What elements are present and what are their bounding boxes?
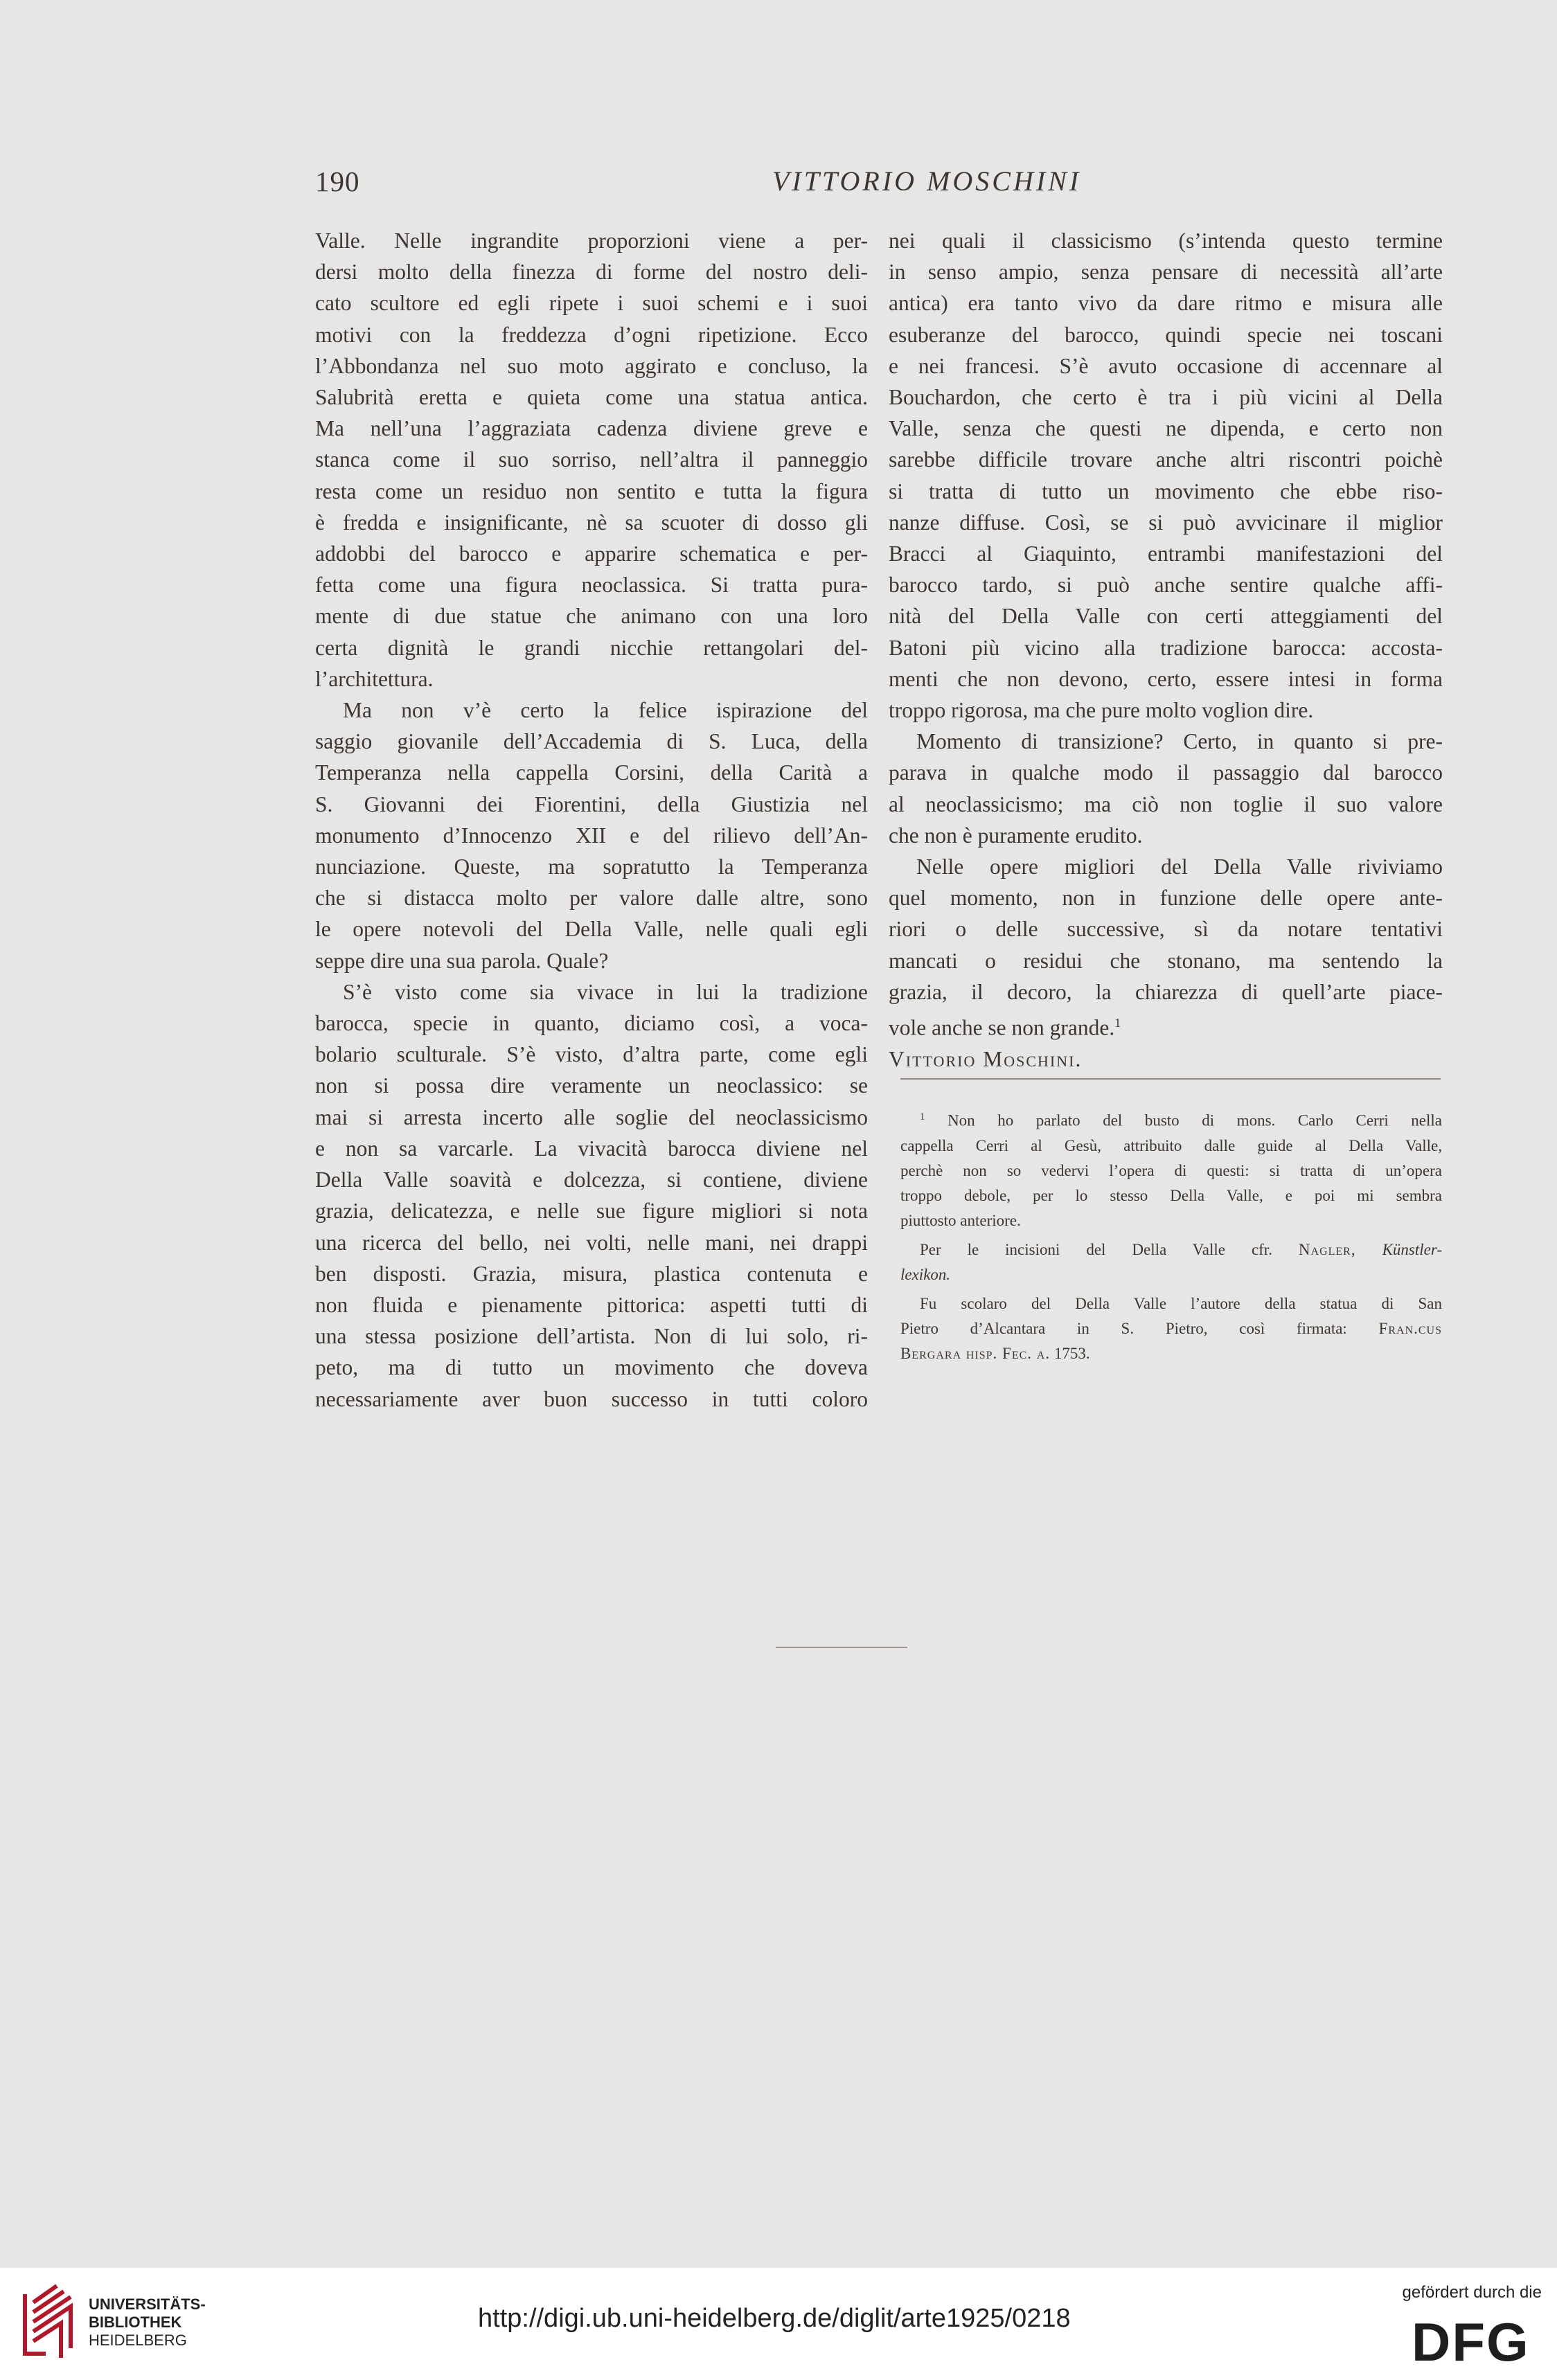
text-line: e non sa varcarle. La vivacità barocca diviene nel <box>315 1136 868 1161</box>
text-line: l’Abbondanza nel suo moto aggirato e concluso, la <box>315 353 868 378</box>
text-line: si tratta di tutto un movimento che ebbe riso- <box>889 478 1443 503</box>
text-line: mente di due statue che animano con una loro <box>315 604 868 629</box>
library-name-line: HEIDELBERG <box>89 2332 187 2349</box>
text-line: mai si arresta incerto alle soglie del neoclassicismo <box>315 1104 868 1129</box>
text-line: che si distacca molto per valore dalle altre, sono <box>315 886 868 911</box>
text-line: non fluida e pienamente pittorica: aspetti tutti di <box>315 1292 868 1317</box>
text-line: antica) era tanto vivo da dare ritmo e misura alle <box>889 291 1443 316</box>
footnote-ref: 1 <box>1114 1016 1121 1030</box>
footnotes <box>900 1104 1442 1366</box>
text-line: Valle. Nelle ingrandite proporzioni viene a per- <box>315 229 868 253</box>
text-line: e nei francesi. S’è avuto occasione di accennare al <box>889 353 1443 378</box>
library-name-line: UNIVERSITÄTS- <box>89 2296 206 2313</box>
text-line: mancati o residui che stonano, ma sentendo la <box>889 948 1443 973</box>
text-line-end: vole anche se non grande. <box>889 1015 1115 1040</box>
text-line: peto, ma di tutto un movimento che doveva <box>315 1355 868 1380</box>
text-line: Valle, senza che questi ne dipenda, e certo non <box>889 416 1443 441</box>
text-line: in senso ampio, senza pensare di necessità all’arte <box>889 260 1443 285</box>
permalink-url[interactable]: http://digi.ub.uni-heidelberg.de/diglit/arte1925/0218 <box>478 2304 1071 2333</box>
text-line: le opere notevoli del Della Valle, nelle quali egli <box>315 917 868 942</box>
footnote-line <box>900 1104 1442 1134</box>
text-line: Nelle opere migliori del Della Valle riviviamo <box>916 855 1443 879</box>
text-line: motivi con la freddezza d’ogni ripetizione. Ecco <box>315 322 868 347</box>
text-line: monumento d’Innocenzo XII e del rilievo dell’An- <box>315 823 868 848</box>
footnote-line <box>900 1262 1442 1287</box>
text-line: Ma non v’è certo la felice ispirazione del <box>343 698 868 723</box>
text-line: grazia, delicatezza, e nelle sue figure migliori si nota <box>315 1199 868 1224</box>
text-line: S’è visto come sia vivace in lui la tradizione <box>343 979 868 1004</box>
text-line: certa dignità le grandi nicchie rettangolari del- <box>315 635 868 660</box>
text-line: Salubrità eretta e quieta come una statua antica. <box>315 385 868 410</box>
text-line: nunciazione. Queste, ma sopratutto la Temperanza <box>315 855 868 879</box>
text-line: nei quali il classicismo (s’intenda questo termine <box>889 229 1443 253</box>
footnote-inscription: Fran.cus <box>1378 1319 1443 1337</box>
digitization-footer <box>0 2268 1557 2380</box>
text-line: fetta come una figura neoclassica. Si tratta pura- <box>315 573 868 598</box>
text-line: menti che non devono, certo, essere intesi in forma <box>889 666 1443 691</box>
footnote-title: lexikon. <box>900 1265 951 1283</box>
text-line: bolario sculturale. S’è visto, d’altra parte, come egli <box>315 1042 868 1067</box>
funding-label: gefördert durch die <box>1402 2283 1542 2302</box>
dfg-logo-text: DFG <box>1412 2315 1530 2365</box>
university-library-logo-icon <box>15 2282 79 2365</box>
text-line: necessariamente aver buon successo in tutti coloro <box>315 1386 868 1411</box>
text-line: saggio giovanile dell’Accademia di S. Luca, della <box>315 729 868 754</box>
footnote-line: cappella Cerri al Gesù, attribuito dalle guide al Della Valle, <box>900 1136 1442 1154</box>
footnote-text: Non ho parlato del busto di mons. Carlo Cerri nella <box>947 1111 1442 1129</box>
page-divider <box>776 1647 907 1648</box>
text-line: troppo rigorosa, ma che pure molto voglion dire. <box>889 698 1314 723</box>
text-line: non si possa dire veramente un neoclassico: se <box>315 1073 868 1098</box>
text-line <box>889 1008 1443 1044</box>
text-line: Temperanza nella cappella Corsini, della Carità a <box>315 760 868 785</box>
text-line: esuberanze del barocco, quindi specie nei toscani <box>889 322 1443 347</box>
footnote-line <box>900 1341 1442 1366</box>
page-number: 190 <box>315 165 360 197</box>
text-line: parava in qualche modo il passaggio dal barocco <box>889 760 1443 785</box>
footnote-marker: 1 <box>920 1111 925 1122</box>
footnote-rule <box>900 1078 1441 1080</box>
text-line: quel momento, non in funzione delle opere ante- <box>889 886 1443 911</box>
text-line: Bouchardon, che certo è tra i più vicini al Della <box>889 385 1443 410</box>
footnote-inscription: Bergara hisp. Fec. a. <box>900 1344 1051 1362</box>
footnote-line <box>900 1316 1442 1341</box>
text-line: Della Valle soavità e dolcezza, si contiene, diviene <box>315 1167 868 1192</box>
text-line: addobbi del barocco e apparire schematica e per- <box>315 542 868 566</box>
text-line: barocco tardo, si può anche sentire qualche affi- <box>889 573 1443 598</box>
text-line: stanca come il suo sorriso, nell’altra il panneggio <box>315 447 868 472</box>
author-signature: Vittorio Moschini. <box>889 1046 1083 1071</box>
text-line: sarebbe difficile trovare anche altri riscontri poichè <box>889 447 1443 472</box>
footnote-year: 1753. <box>1053 1344 1090 1362</box>
running-title: VITTORIO MOSCHINI <box>772 165 1082 197</box>
text-line: barocca, specie in quanto, diciamo così, a voca- <box>315 1011 868 1036</box>
text-line: che non è puramente erudito. <box>889 823 1143 848</box>
footnote-text: Per le incisioni del Della Valle cfr. <box>920 1240 1272 1258</box>
text-line: resta come un residuo non sentito e tutta la figura <box>315 478 868 503</box>
running-head <box>315 165 1444 206</box>
text-line: Momento di transizione? Certo, in quanto si pre- <box>916 729 1443 754</box>
text-line: dersi molto della finezza di forme del nostro deli- <box>315 260 868 285</box>
text-line: una ricerca del bello, nei volti, nelle mani, nei drappi <box>315 1230 868 1255</box>
footnote-line <box>900 1237 1442 1262</box>
footnote-line: piuttosto anteriore. <box>900 1211 1021 1229</box>
text-line: una stessa posizione dell’artista. Non di lui solo, ri- <box>315 1324 868 1349</box>
text-line: riori o delle successive, sì da notare tentativi <box>889 917 1443 942</box>
text-line: è fredda e insignificante, nè sa scuoter di dosso gli <box>315 510 868 535</box>
text-line: ben disposti. Grazia, misura, plastica contenuta e <box>315 1261 868 1286</box>
text-line: al neoclassicismo; ma ciò non toglie il suo valore <box>889 791 1443 816</box>
library-name <box>89 2296 206 2350</box>
text-line: nità del Della Valle con certi atteggiamenti del <box>889 604 1443 629</box>
text-line: l’architettura. <box>315 666 434 691</box>
text-line: Bracci al Giaquinto, entrambi manifestazioni del <box>889 542 1443 566</box>
footnote-line: perchè non so vedervi l’opera di questi: si tratta di un’opera <box>900 1161 1442 1179</box>
library-name-line: BIBLIOTHEK <box>89 2314 182 2331</box>
text-line: grazia, il decoro, la chiarezza di quell’arte piace- <box>889 979 1443 1004</box>
footnote-author: Nagler, <box>1298 1240 1356 1258</box>
text-line: cato scultore ed egli ripete i suoi schemi e i suoi <box>315 291 868 316</box>
text-line: Batoni più vicino alla tradizione barocca: accosta- <box>889 635 1443 660</box>
dfg-logo-icon <box>1410 2315 1542 2365</box>
text-line: nanze diffuse. Così, se si può avvicinare il miglior <box>889 510 1443 535</box>
text-line: seppe dire una sua parola. Quale? <box>315 948 609 973</box>
text-line: S. Giovanni dei Fiorentini, della Giustizia nel <box>315 791 868 816</box>
footnote-title: Künstler- <box>1382 1240 1442 1258</box>
footnote-text: Pietro d’Alcantara in S. Pietro, così firmata: <box>900 1319 1347 1337</box>
left-column <box>315 225 868 1415</box>
footnote-line: troppo debole, per lo stesso Della Valle, e poi mi sembra <box>900 1186 1442 1204</box>
footnote-line: Fu scolaro del Della Valle l’autore della statua di San <box>920 1294 1442 1312</box>
right-column <box>889 225 1443 1075</box>
text-line: Ma nell’una l’aggraziata cadenza diviene greve e <box>315 416 868 441</box>
